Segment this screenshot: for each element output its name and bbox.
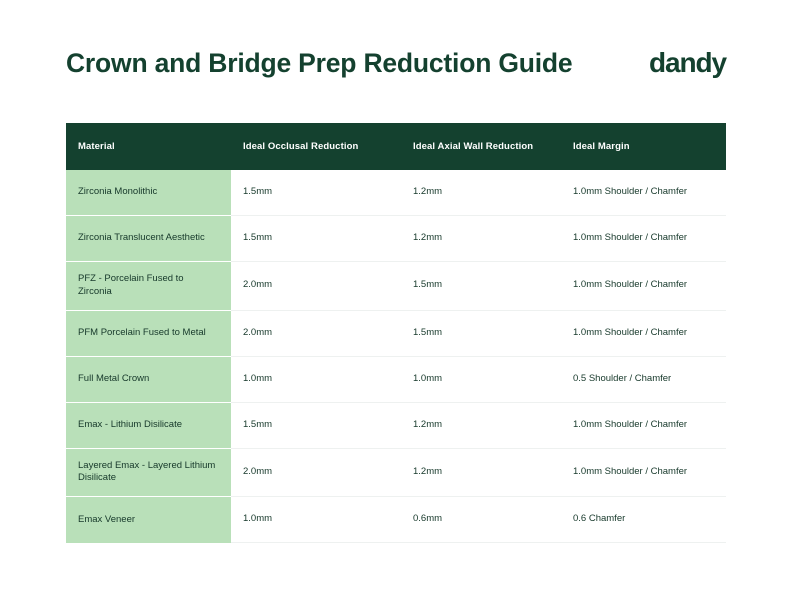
document-header <box>66 38 726 88</box>
cell-axial: 1.2mm <box>401 448 561 497</box>
cell-occlusal: 1.0mm <box>231 356 401 402</box>
cell-margin: 0.5 Shoulder / Chamfer <box>561 356 726 402</box>
cell-material: Layered Emax - Layered Lithium Disilicate <box>66 448 231 497</box>
cell-axial: 1.5mm <box>401 262 561 311</box>
table-row <box>66 497 726 543</box>
table-row <box>66 170 726 216</box>
page-title: Crown and Bridge Prep Reduction Guide <box>66 47 573 78</box>
cell-material: Zirconia Monolithic <box>66 170 231 216</box>
cell-margin: 1.0mm Shoulder / Chamfer <box>561 216 726 262</box>
cell-occlusal: 1.0mm <box>231 497 401 543</box>
cell-axial: 1.2mm <box>401 216 561 262</box>
reduction-guide-table <box>66 123 726 543</box>
cell-margin: 1.0mm Shoulder / Chamfer <box>561 402 726 448</box>
column-header-material: Material <box>66 123 231 170</box>
dandy-logo: dandy <box>649 47 726 78</box>
cell-material: Emax Veneer <box>66 497 231 543</box>
table-row <box>66 216 726 262</box>
cell-occlusal: 2.0mm <box>231 262 401 311</box>
cell-occlusal: 1.5mm <box>231 216 401 262</box>
table-body <box>66 170 726 543</box>
cell-material: PFZ - Porcelain Fused to Zirconia <box>66 262 231 311</box>
cell-margin: 1.0mm Shoulder / Chamfer <box>561 262 726 311</box>
column-header-occlusal: Ideal Occlusal Reduction <box>231 123 401 170</box>
cell-axial: 0.6mm <box>401 497 561 543</box>
column-header-margin: Ideal Margin <box>561 123 726 170</box>
cell-margin: 1.0mm Shoulder / Chamfer <box>561 310 726 356</box>
column-header-axial: Ideal Axial Wall Reduction <box>401 123 561 170</box>
cell-material: Zirconia Translucent Aesthetic <box>66 216 231 262</box>
table-row <box>66 262 726 311</box>
cell-margin: 0.6 Chamfer <box>561 497 726 543</box>
cell-margin: 1.0mm Shoulder / Chamfer <box>561 448 726 497</box>
cell-axial: 1.0mm <box>401 356 561 402</box>
table-row <box>66 448 726 497</box>
table-header <box>66 123 726 170</box>
cell-material: Emax - Lithium Disilicate <box>66 402 231 448</box>
cell-material: PFM Porcelain Fused to Metal <box>66 310 231 356</box>
cell-axial: 1.2mm <box>401 170 561 216</box>
table-row <box>66 402 726 448</box>
cell-occlusal: 2.0mm <box>231 310 401 356</box>
cell-axial: 1.2mm <box>401 402 561 448</box>
table-row <box>66 356 726 402</box>
cell-occlusal: 2.0mm <box>231 448 401 497</box>
cell-occlusal: 1.5mm <box>231 402 401 448</box>
cell-occlusal: 1.5mm <box>231 170 401 216</box>
table-row <box>66 310 726 356</box>
cell-axial: 1.5mm <box>401 310 561 356</box>
cell-margin: 1.0mm Shoulder / Chamfer <box>561 170 726 216</box>
cell-material: Full Metal Crown <box>66 356 231 402</box>
table-header-row <box>66 123 726 170</box>
reduction-guide-table-container <box>66 123 726 543</box>
